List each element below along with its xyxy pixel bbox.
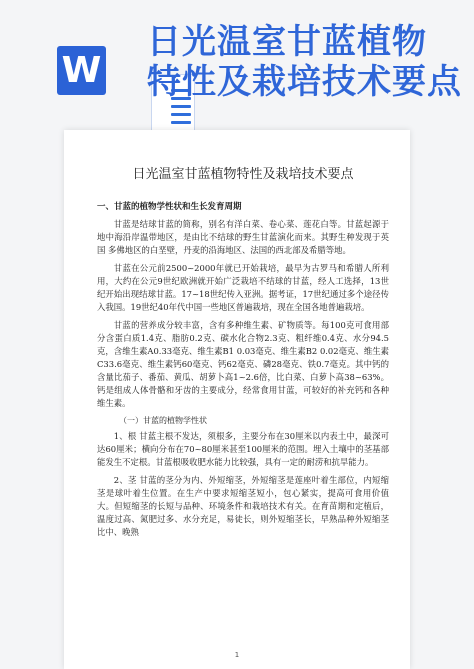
banner-title-line1: 日光温室甘蓝植物 bbox=[147, 22, 427, 62]
paragraph-1: 甘蓝是结球甘蓝的简称，别名有洋白菜、卷心菜、莲花白等。甘蓝起源于地中海沿岸温带地区，是由比不结球的野生甘蓝演化而来。其野生种发现于英国 多佛地区的白垩壁，丹麦的沿海地区、法国的西北部及希腊等地。 bbox=[97, 219, 389, 255]
document-content bbox=[97, 163, 389, 544]
paragraph-3: 甘蓝的营养成分较丰富，含有多种维生素、矿物质等。每100克可食用部分含蛋白质1.4克、脂肪0.2克、碳水化合物2.3克、粗纤维0.4克、水分94.5克，含维生素A0.33毫克、维生素B1 0.03毫克、维生素B2 0.02毫克、维生素C33.6毫克、维生素钙60毫克、钙62毫克、磷28毫克、铁0.7毫克。其中钙的含量比茄子、番茄、黄瓜、胡萝卜高1~2.6倍，比白菜、白萝卜高38~63%。钙是组成人体骨骼和牙齿的主要成分，经常食用甘蓝，可较好的补充钙和各种维生素。 bbox=[97, 320, 389, 408]
section-heading: 一、甘蓝的植物学性状和生长发育周期 bbox=[97, 202, 242, 212]
banner-title bbox=[147, 22, 467, 102]
page-number: 1 bbox=[234, 651, 240, 659]
paragraph-2: 甘蓝在公元前2500~2000年就已开始栽培，最早为古罗马和希腊人所利用，大约在公元9世纪欧洲就开始广泛栽培不结球的甘蓝，经人工选择，13世纪开始出现结球甘蓝。17~18世纪传入亚洲。据考证，17世纪通过多个途径传入我国。19世纪40年代中国一些地区普遍栽培，现在全国各地普遍栽培。 bbox=[97, 263, 389, 312]
banner bbox=[0, 0, 474, 120]
document-page bbox=[64, 130, 410, 669]
paragraph-4: 1、根 甘蓝主根不发达，须根多，主要分布在30厘米以内表土中，最深可达60厘米；横向分布在70~80厘米甚至100厘米的范围。埋入土壤中的茎基部能发生不定根。甘蓝根吸收肥水能力比较强，具有一定的耐涝和抗旱能力。 bbox=[97, 431, 389, 467]
paragraph-5: 2、茎 甘蓝的茎分为内、外短缩茎，外短缩茎是莲座叶着生部位，内短缩茎是球叶着生位置。在生产中要求短缩茎短小，包心紧实，提高可食用价值大。但短缩茎的长短与品种、环境条件和栽培技术有关。在育苗期和定植后，温度过高、氮肥过多、水分充足，易徒长，则外短缩茎长，早熟品种外短缩茎比中、晚熟 bbox=[97, 475, 389, 537]
banner-title-line2: 特性及栽培技术要点 bbox=[147, 62, 462, 102]
word-logo-icon: W bbox=[57, 46, 106, 95]
document-title: 日光温室甘蓝植物特性及栽培技术要点 bbox=[132, 167, 354, 182]
subsection-heading: （一）甘蓝的植物学性状 bbox=[119, 416, 207, 425]
